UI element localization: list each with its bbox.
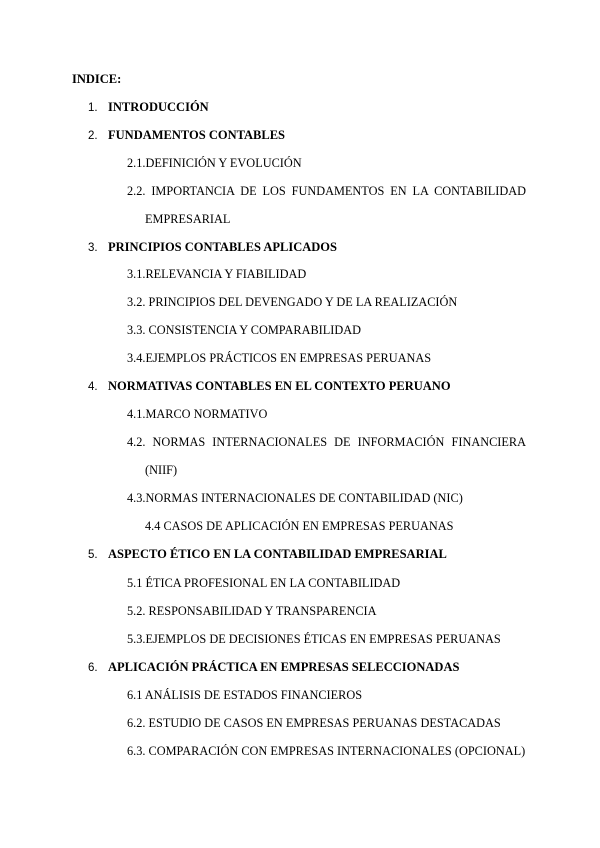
section-number: 2. — [88, 130, 98, 142]
section-4-heading — [88, 378, 451, 395]
subsection-6-2: 6.2. ESTUDIO DE CASOS EN EMPRESAS PERUANAS DESTACADAS — [127, 716, 501, 730]
section-number: 4. — [88, 381, 98, 393]
subsection-4-2-continued: (NIIF) — [145, 463, 178, 477]
subsection-5-3: 5.3.EJEMPLOS DE DECISIONES ÉTICAS EN EMPRESAS PERUANAS — [127, 632, 501, 646]
subsection-3-1: 3.1.RELEVANCIA Y FIABILIDAD — [127, 267, 307, 281]
subsection-4-4: 4.4 CASOS DE APLICACIÓN EN EMPRESAS PERUANAS — [145, 519, 454, 533]
subsection-4-3: 4.3.NORMAS INTERNACIONALES DE CONTABILIDAD (NIC) — [127, 491, 463, 505]
section-number: 6. — [88, 662, 98, 674]
subsection-6-1: 6.1 ANÁLISIS DE ESTADOS FINANCIEROS — [127, 688, 363, 702]
subsection-4-1: 4.1.MARCO NORMATIVO — [127, 407, 268, 421]
section-label: PRINCIPIOS CONTABLES APLICADOS — [108, 240, 337, 254]
subsection-3-3: 3.3. CONSISTENCIA Y COMPARABILIDAD — [127, 323, 362, 337]
subsection-2-2-continued: EMPRESARIAL — [145, 212, 231, 226]
section-5-heading — [88, 546, 447, 563]
section-label: APLICACIÓN PRÁCTICA EN EMPRESAS SELECCIONADAS — [108, 660, 460, 674]
section-label: NORMATIVAS CONTABLES EN EL CONTEXTO PERUANO — [108, 379, 451, 393]
subsection-5-2: 5.2. RESPONSABILIDAD Y TRANSPARENCIA — [127, 604, 377, 618]
section-number: 5. — [88, 549, 98, 561]
index-title: INDICE: — [72, 72, 122, 86]
subsection-5-1: 5.1 ÉTICA PROFESIONAL EN LA CONTABILIDAD — [127, 576, 401, 590]
section-3-heading — [88, 239, 337, 256]
subsection-3-4: 3.4.EJEMPLOS PRÁCTICOS EN EMPRESAS PERUANAS — [127, 351, 432, 365]
subsection-2-1: 2.1.DEFINICIÓN Y EVOLUCIÓN — [127, 156, 302, 170]
subsection-6-3: 6.3. COMPARACIÓN CON EMPRESAS INTERNACIONALES (OPCIONAL) — [127, 744, 526, 758]
subsection-3-2: 3.2. PRINCIPIOS DEL DEVENGADO Y DE LA REALIZACIÓN — [127, 295, 458, 309]
section-label: FUNDAMENTOS CONTABLES — [108, 128, 285, 142]
section-1-heading — [88, 99, 209, 116]
subsection-2-2: 2.2. IMPORTANCIA DE LOS FUNDAMENTOS EN LA CONTABILIDAD — [127, 184, 526, 198]
section-number: 1. — [88, 102, 98, 114]
section-number: 3. — [88, 242, 98, 254]
subsection-4-2: 4.2. NORMAS INTERNACIONALES DE INFORMACIÓN FINANCIERA — [127, 435, 526, 449]
section-2-heading — [88, 127, 285, 144]
section-6-heading — [88, 659, 459, 676]
section-label: INTRODUCCIÓN — [108, 100, 209, 114]
section-label: ASPECTO ÉTICO EN LA CONTABILIDAD EMPRESARIAL — [108, 547, 447, 561]
